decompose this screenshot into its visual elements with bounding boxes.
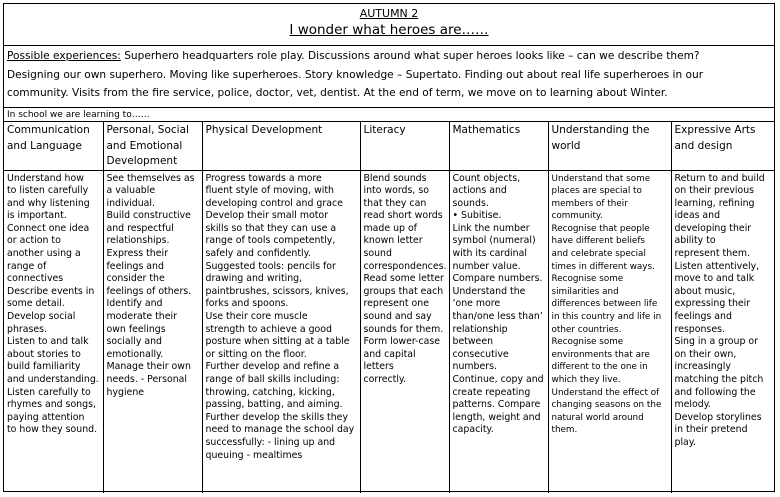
content-line: and why listening xyxy=(7,197,90,209)
possible-experiences xyxy=(4,46,774,108)
content-line: posture when sitting at a table xyxy=(205,336,350,348)
content-line: Develop storylines xyxy=(674,411,762,423)
content-line: Sing in a group or xyxy=(674,336,758,348)
content-line: range of ball skills including: xyxy=(205,374,340,385)
content-line: a valuable xyxy=(106,185,156,197)
heading-line: Physical Development xyxy=(205,124,323,136)
content-line: members of their xyxy=(551,198,628,209)
content-line: fluent style of moving, with xyxy=(205,185,334,197)
content-line: Recognise that people xyxy=(551,223,650,234)
content-line: in their pretend xyxy=(674,424,748,436)
content-line: See themselves as xyxy=(106,172,195,184)
content-line: and following the xyxy=(674,386,756,398)
content-line: Listen to and talk xyxy=(7,336,89,348)
content-line: known letter xyxy=(363,235,423,247)
content-line: sounds. xyxy=(452,197,489,209)
content-line: into words, so xyxy=(363,185,429,197)
heading-physical-development xyxy=(202,122,360,170)
content-line: own feelings xyxy=(106,323,166,335)
content-line: hygiene xyxy=(106,386,145,398)
experiences-lead: Possible experiences: xyxy=(7,50,121,62)
heading-line: Literacy xyxy=(363,124,406,136)
content-line: other countries. xyxy=(551,324,622,335)
content-line: Understand how xyxy=(7,172,84,184)
content-line: about music, xyxy=(674,285,736,297)
content-line: patterns. Compare xyxy=(452,399,541,411)
content-line: Listen attentively, xyxy=(674,260,760,272)
content-line: different to the one in xyxy=(551,362,648,373)
content-line: Understand the effect of xyxy=(551,387,660,398)
content-literacy xyxy=(360,170,449,493)
content-line: numbers. xyxy=(452,361,497,373)
content-line: changing seasons on the xyxy=(551,400,662,411)
content-line: Link the number xyxy=(452,222,530,234)
heading-line: Communication xyxy=(7,124,90,136)
content-line: Return to and build xyxy=(674,172,765,184)
content-line: in this country and life in xyxy=(551,312,662,323)
content-line: Progress towards a more xyxy=(205,172,322,184)
content-line: about stories to xyxy=(7,348,81,360)
heading-literacy xyxy=(360,122,449,170)
heading-line: Understanding the xyxy=(551,124,650,136)
heading-expressive-arts xyxy=(671,122,774,170)
content-line: Suggested tools: pencils for xyxy=(205,260,336,272)
content-line: community. xyxy=(551,211,603,222)
content-line: consider the xyxy=(106,273,165,285)
content-line: that they can xyxy=(363,197,427,209)
content-line: or action to xyxy=(7,235,61,247)
content-line: successfully: - lining up and xyxy=(205,436,336,448)
experiences-line-3: community. Visits from the fire service, police, doctor, vet, dentist. At the end of term, we move on to learning about Winter. xyxy=(7,87,668,99)
learning-intro: In school we are learning to…… xyxy=(4,108,774,122)
term-label: AUTUMN 2 xyxy=(359,7,419,20)
experiences-line-1 xyxy=(7,47,771,66)
content-line: Recognise some xyxy=(551,337,624,348)
content-line: and celebrate special xyxy=(551,249,646,260)
content-line: length, weight and xyxy=(452,411,541,423)
content-line: another using a xyxy=(7,248,81,260)
area-header-row xyxy=(4,122,774,170)
content-line: moderate their xyxy=(106,311,177,323)
content-line: Use their core muscle xyxy=(205,311,308,323)
content-line: similarities and xyxy=(551,286,619,297)
content-line: represent one xyxy=(363,298,429,310)
content-line: times in different ways. xyxy=(551,261,655,272)
content-communication-and-language xyxy=(4,170,103,493)
content-line: ‘one more xyxy=(452,298,501,310)
content-line: Listen carefully to xyxy=(7,386,91,398)
content-line: developing control and grace xyxy=(205,197,343,209)
content-line: represent them. xyxy=(674,248,751,260)
content-line: or sitting on the floor. xyxy=(205,348,307,360)
content-line: play. xyxy=(674,436,696,448)
content-line: Manage their own xyxy=(106,361,191,373)
content-line: between xyxy=(452,336,494,348)
content-line: Recognise some xyxy=(551,274,624,285)
content-line: Compare numbers. xyxy=(452,273,543,285)
content-line: connectives xyxy=(7,273,64,285)
heading-line: Development xyxy=(106,155,178,167)
experiences-line-2: Designing our own superhero. Moving like superheroes. Story knowledge – Supertato. Finding out about real life superheroes in our xyxy=(7,68,704,81)
content-line: relationship xyxy=(452,323,508,335)
content-line: on their own, xyxy=(674,348,737,360)
content-line: Blend sounds xyxy=(363,172,427,184)
content-line: Form lower-case xyxy=(363,336,441,348)
content-line: learning, refining xyxy=(674,197,755,209)
content-line: groups that each xyxy=(363,285,444,297)
heading-understanding-the-world xyxy=(548,122,671,170)
content-personal-social-emotional xyxy=(103,170,202,493)
content-line: Build constructive xyxy=(106,210,191,222)
content-line: strength to achieve a good xyxy=(205,323,332,335)
learning-areas-table xyxy=(4,122,774,493)
content-line: environments that are xyxy=(551,349,650,360)
content-line: need to manage the school day xyxy=(205,424,355,436)
content-physical-development xyxy=(202,170,360,493)
content-line: drawing and writing, xyxy=(205,273,303,285)
content-line: symbol (numeral) xyxy=(452,235,536,247)
content-line: capacity. xyxy=(452,424,494,436)
content-line: correspondences. xyxy=(363,260,447,272)
heading-line: and Language xyxy=(7,139,82,152)
content-line: forks and spoons. xyxy=(205,298,289,310)
content-line: expressing their xyxy=(674,298,751,310)
content-line: and capital xyxy=(363,348,416,360)
content-line: Understand the xyxy=(452,285,526,297)
content-line: Express their xyxy=(106,248,168,260)
content-line: skills so that they can use a xyxy=(205,222,337,234)
content-line: to listen carefully xyxy=(7,185,89,197)
heading-communication-and-language xyxy=(4,122,103,170)
content-line: them. xyxy=(551,425,578,436)
content-line: Read some letter xyxy=(363,273,444,285)
content-line: melody. xyxy=(674,399,711,411)
content-line: some detail. xyxy=(7,298,65,310)
content-line: and understanding. xyxy=(7,374,99,385)
content-line: rhymes and songs, xyxy=(7,399,96,411)
content-line: is important. xyxy=(7,210,67,222)
curriculum-sheet xyxy=(3,3,775,492)
area-content-row xyxy=(4,170,774,493)
content-line: matching the pitch xyxy=(674,374,764,385)
sheet-header xyxy=(4,4,774,46)
content-line: Continue, copy and xyxy=(452,374,544,385)
content-line: read short words xyxy=(363,210,443,222)
content-line: correctly. xyxy=(363,374,407,385)
content-line: which they live. xyxy=(551,375,621,385)
content-line: build familiarity xyxy=(7,361,81,373)
content-line: Count objects, xyxy=(452,172,521,184)
content-line: sound xyxy=(363,248,392,260)
content-line: feelings and xyxy=(674,311,732,323)
content-line: phrases. xyxy=(7,323,48,335)
content-line: made up of xyxy=(363,222,417,234)
content-line: actions and xyxy=(452,185,507,197)
content-line: increasingly xyxy=(674,361,731,373)
content-understanding-the-world xyxy=(548,170,671,493)
content-line: socially and xyxy=(106,336,162,348)
content-line: Understand that some xyxy=(551,173,651,184)
content-line: queuing - mealtimes xyxy=(205,449,303,461)
content-line: sound and say xyxy=(363,311,432,323)
content-line: with its cardinal xyxy=(452,248,527,260)
content-line: paying attention xyxy=(7,411,85,423)
topic-title: I wonder what heroes are…… xyxy=(289,22,489,38)
content-line: to how they sound. xyxy=(7,424,98,436)
content-line: passing, batting, and aiming. xyxy=(205,399,343,411)
heading-line: Mathematics xyxy=(452,124,521,136)
content-line: ideas and xyxy=(674,210,721,222)
content-line: developing their xyxy=(674,222,752,234)
heading-line: and Emotional xyxy=(106,139,183,152)
content-line: throwing, catching, kicking, xyxy=(205,386,335,398)
heading-line: world xyxy=(551,139,581,152)
heading-personal-social-emotional xyxy=(103,122,202,170)
content-line: on their previous xyxy=(674,185,755,197)
content-line: Further develop and refine a xyxy=(205,361,340,373)
content-line: Connect one idea xyxy=(7,222,90,234)
content-line: have different beliefs xyxy=(551,236,646,247)
content-line: consecutive xyxy=(452,348,509,360)
content-line: feelings and xyxy=(106,260,164,272)
heading-mathematics xyxy=(449,122,548,170)
heading-line: Expressive Arts xyxy=(674,124,756,136)
content-line: emotionally. xyxy=(106,348,164,360)
content-line: than/one less than’ xyxy=(452,311,543,323)
content-line: differences between life xyxy=(551,299,658,310)
content-line: Identify and xyxy=(106,298,163,310)
content-line: Develop social xyxy=(7,311,76,323)
content-line: Describe events in xyxy=(7,285,95,297)
heading-line: and design xyxy=(674,139,733,152)
experiences-text-1: Superhero headquarters role play. Discussions around what super heroes looks like – can we describe them? xyxy=(120,50,700,62)
content-line: paintbrushes, scissors, knives, xyxy=(205,285,349,297)
content-line: Further develop the skills they xyxy=(205,411,348,423)
content-line: range of xyxy=(7,260,47,272)
content-line: create repeating xyxy=(452,386,531,398)
content-line: sounds for them. xyxy=(363,323,444,335)
content-line: places are special to xyxy=(551,186,642,197)
content-line: ability to xyxy=(674,235,716,247)
content-mathematics xyxy=(449,170,548,493)
content-line: letters xyxy=(363,361,394,373)
content-line: feelings of others. xyxy=(106,285,192,297)
content-line: individual. xyxy=(106,197,155,209)
content-line: number value. xyxy=(452,260,521,272)
content-line: • Subitise. xyxy=(452,210,502,222)
content-line: needs. - Personal xyxy=(106,374,187,385)
content-line: relationships. xyxy=(106,235,170,247)
content-line: safely and confidently. xyxy=(205,248,311,260)
content-line: and respectful xyxy=(106,222,174,234)
content-line: range of tools competently, xyxy=(205,235,336,247)
content-expressive-arts xyxy=(671,170,774,493)
content-line: Develop their small motor xyxy=(205,210,328,222)
content-line: responses. xyxy=(674,323,725,335)
content-line: natural world around xyxy=(551,412,644,423)
heading-line: Personal, Social xyxy=(106,124,189,136)
content-line: move to and talk xyxy=(674,273,755,285)
